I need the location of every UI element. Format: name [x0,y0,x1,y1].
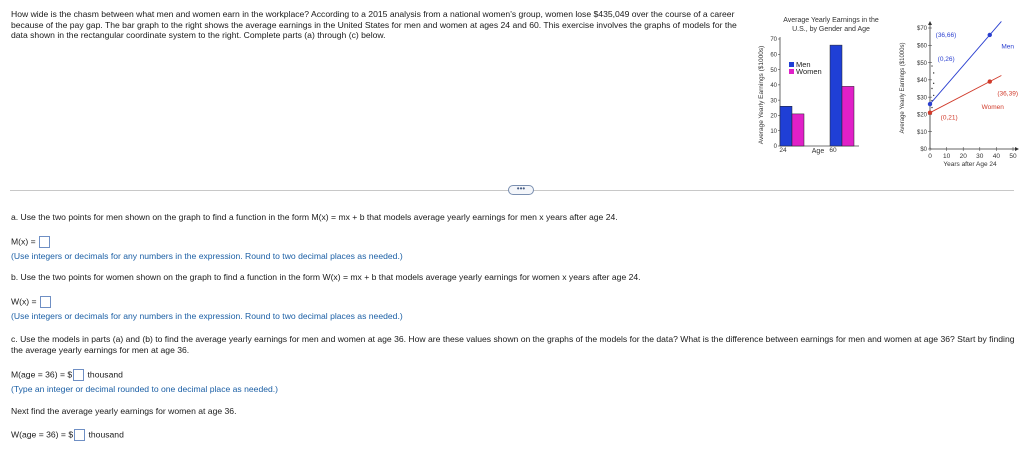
label-point-men-end: (36,66) [935,31,957,39]
label-point-women-start: (0,21) [940,114,958,122]
bar-chart-title-line2: U.S., by Gender and Age [792,26,870,33]
part-c-men-row [11,369,123,381]
point-men-start [928,102,932,106]
line-y-tick-label: $70 [916,26,927,33]
line-y-tick-label: $40 [916,78,927,85]
bar-y-tick-label: 0 [773,144,777,151]
label-point-men-start: (0,26) [937,55,955,63]
part-c-women-label: W(age = 36) = $ [11,429,74,440]
problem-intro: How wide is the chasm between what men and women earn in the workplace? According to a 2015 analysis from a national women's group, women lose $435,049 over the course of a career because of the pay gap. The bar graph to the right shows the average earnings in the United States for men and women at ages 24 and 60. This exercise involves the graphs of models for the data shown in the rectangular coordinate system to the right. Complete parts (a) through (c) below. [11,9,737,41]
line-x-tick-label: 50 [1009,153,1017,160]
scatter-dot [933,95,934,96]
part-c-men-input[interactable] [73,369,84,381]
part-c-women-input[interactable] [74,429,85,441]
bar-chart [754,13,894,163]
part-a-hint: (Use integers or decimals for any numbers in the expression. Round to two decimal places as needed.) [11,251,403,261]
line-x-tick-label: 20 [959,153,967,160]
bar-y-tick-label: 10 [770,128,777,135]
line-chart-lines [928,21,1018,121]
part-b-answer-label: W(x) = [11,296,37,307]
bar-y-tick-label: 50 [770,67,777,74]
line-y-tick-label: $60 [916,43,927,50]
bar-chart-xlabel: Age [811,148,825,155]
scatter-dot [933,72,934,73]
part-c-men-unit: thousand [87,369,123,380]
bar-y-tick-label: 70 [770,37,777,44]
bar-chart-title-line1: Average Yearly Earnings in the [783,17,879,24]
legend-women-label: Women [796,67,822,76]
bar-chart-bars [780,45,854,146]
label-point-women-end: (36,39) [997,90,1018,98]
label-series-women: Women [981,104,1004,112]
point-women-end [988,79,992,83]
bar-y-tick-label: 40 [770,83,777,90]
scatter-dot [931,107,932,108]
part-a-answer-input[interactable] [39,236,50,248]
point-men-end [988,33,992,37]
bar-y-tick-label: 60 [770,52,777,59]
line-x-axis-arrow [1015,147,1019,151]
line-y-axis-arrow [928,21,932,25]
part-a-answer-row [11,236,51,248]
line-y-tick-label: $0 [920,147,927,154]
line-y-tick-label: $30 [916,95,927,102]
line-x-tick-label: 30 [976,153,984,160]
part-a-answer-label: M(x) = [11,236,36,247]
scatter-dot [931,88,932,89]
bar-women-age-60 [842,86,854,146]
part-c-men-label: M(age = 36) = $ [11,369,73,380]
expand-button[interactable]: ••• [508,185,534,195]
line-y-tick-label: $20 [916,112,927,119]
label-series-men: Men [1001,43,1014,51]
line-chart [897,16,1021,176]
bar-men-age-24 [780,106,792,146]
bar-women-age-24 [792,114,804,146]
line-chart-xlabel: Years after Age 24 [943,161,997,168]
bar-y-tick-label: 20 [770,113,777,120]
part-c-next: Next find the average yearly earnings for women at age 36. [11,406,237,416]
bar-y-tick-label: 30 [770,98,777,105]
bar-x-tick-label: 60 [829,147,837,154]
scatter-dot [933,83,934,84]
line-y-tick-label: $10 [916,129,927,136]
part-c-women-unit: thousand [88,429,124,440]
line-x-tick-label: 10 [942,153,951,160]
scatter-dot [931,65,932,66]
legend-women-swatch [789,69,794,74]
part-c-question: c. Use the models in parts (a) and (b) to find the average yearly earnings for men and women at age 36. How are these values shown on the graphs of the models for the data? What is the difference between earnings for men and women at age 36? Start by finding the average yearly earnings for men at age 36. [11,334,1015,355]
part-b-question: b. Use the two points for women shown on the graph to find a function in the form W(x) = mx + b that models average yearly earnings for women x years after age 24. [11,272,641,282]
bar-chart-legend [789,60,822,76]
part-a-question: a. Use the two points for men shown on the graph to find a function in the form M(x) = mx + b that models average yearly earnings for men x years after age 24. [11,212,618,222]
bar-chart-ylabel: Average Yearly Earnings ($1000s) [758,45,765,145]
part-b-answer-row [11,296,52,308]
line-chart-ylabel: Average Yearly Earnings ($1000s) [900,42,906,134]
part-c-women-row [11,429,124,441]
legend-men-label: Men [796,60,811,69]
part-c-hint: (Type an integer or decimal rounded to one decimal place as needed.) [11,384,279,394]
line-x-tick-label: 0 [928,153,932,160]
line-y-tick-label: $50 [916,60,927,67]
bar-x-tick-label: 24 [779,147,787,154]
line-x-tick-label: 40 [992,153,1001,160]
bar-men-age-60 [830,45,842,146]
part-b-answer-input[interactable] [40,296,51,308]
part-b-hint: (Use integers or decimals for any numbers in the expression. Round to two decimal places as needed.) [11,311,403,321]
point-women-start [928,111,932,115]
legend-men-swatch [789,62,794,67]
